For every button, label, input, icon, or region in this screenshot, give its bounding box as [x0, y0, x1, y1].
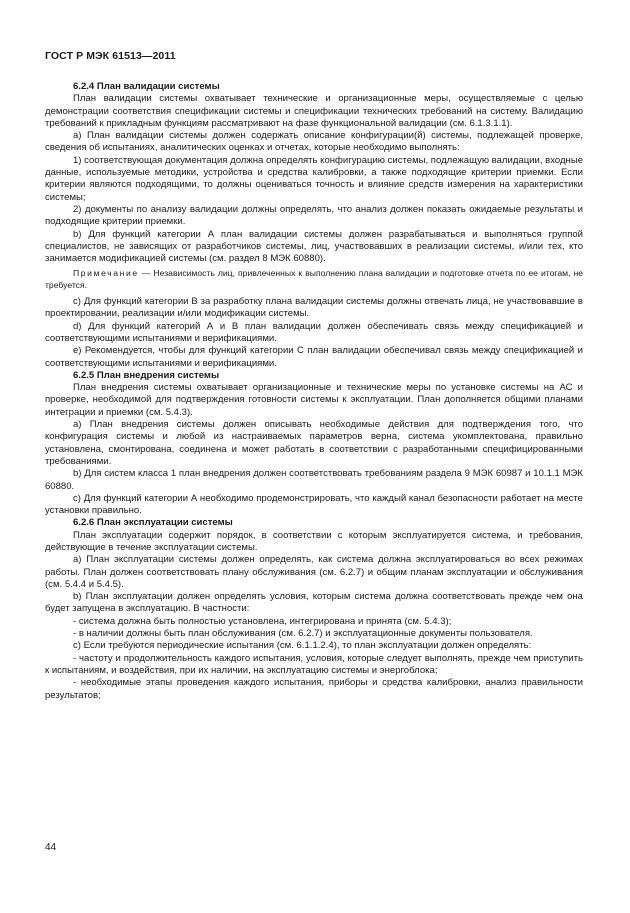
paragraph: План эксплуатации содержит порядок, в соответствии с которым эксплуатируется система, и требования, действующие в течение эксплуатации системы. — [45, 529, 583, 553]
paragraph: d) Для функций категорий А и В план валидации должен обеспечивать связь между спецификацией и соответствующими испытаниями и верификациями. — [45, 320, 583, 344]
list-item: - необходимые этапы проведения каждого испытания, приборы и средства калибровки, анализ правильности результатов; — [45, 677, 583, 701]
standard-header: ГОСТ Р МЭК 61513—2011 — [45, 50, 176, 62]
page-content — [45, 81, 583, 702]
section-6-2-6-heading: 6.2.6 План эксплуатации системы — [73, 517, 233, 529]
paragraph: e) Рекомендуется, чтобы для функций категории С план валидации обеспечивал связь между спецификацией и соответствующими испытаниями и верификациями. — [45, 345, 583, 369]
paragraph: План внедрения системы охватывает организационные и технические меры по установке системы на АС и проверке, необходимой для подтверждения готовности системы к эксплуатации. План дополняется общими планами интеграции и приемки (см. 5.4.3). — [45, 382, 583, 418]
paragraph: 1) соответствующая документация должна определять конфигурацию системы, подлежащую валидации, входные данные, используемые методики, устройства и средства калибровки, а также подходящие критерии приемки. Если критерии являются подходящими, то должны оцениваться точность и влияние средств измерения на характеристики системы; — [45, 154, 584, 203]
paragraph: c) Для функций категории В за разработку плана валидации системы должны отвечать лица, не участвовавшие в проектировании, реализации и/или модификации системы. — [45, 296, 583, 320]
paragraph: b) План эксплуатации должен определять условия, которым система должна соответствовать прежде чем она будет запущена в эксплуатацию. В частности: — [45, 591, 583, 615]
list-item: - частоту и продолжительность каждого испытания, условия, которые следует выполнять, прежде чем приступить к испытаниям, и воздействия, при их наличии, на эксплуатацию системы и энергоблока; — [45, 652, 583, 676]
paragraph: b) Для функций категории А план валидации системы должен разрабатываться и выполняться группой специалистов, не зависящих от разработчиков системы, лиц, участвовавших в реализации системы, и/или тех, кто занимается модификацией системы (см. раздел 8 МЭК 60880). — [45, 228, 583, 265]
paragraph: c) Если требуются периодические испытания (см. 6.1.1.2.4), то план эксплуатации должен определять: — [73, 640, 532, 652]
paragraph: а) План эксплуатации системы должен определять, как система должна эксплуатироваться во всех режимах работы. План должен соответствовать плану обслуживания (см. 6.2.7) и общим планам эксплуатации и обслуживания (см. 5.4.4 и 5.4.5). — [45, 554, 583, 590]
section-6-2-4-heading: 6.2.4 План валидации системы — [73, 81, 220, 92]
page-number: 44 — [45, 842, 57, 853]
paragraph: c) Для функций категории А необходимо продемонстрировать, что каждый канал безопасности работает на месте установки правильно. — [45, 492, 583, 517]
paragraph: а) План валидации системы должен содержать описание конфигурации(й) системы, подлежащей проверке, сведения об испытаниях, аналитических оценках и отчетах, которые необходимо выполнять: — [45, 130, 583, 154]
list-item: - в наличии должны быть план обслуживания (см. 6.2.7) и эксплуатационные документы пользователя. — [73, 628, 533, 640]
list-item: - система должна быть полностью установлена, интегрирована и принята (см. 5.4.3); — [73, 615, 452, 627]
paragraph: 2) документы по анализу валидации должны определять, что анализ должен показать ожидаемые результаты и подходящие критерии приемки. — [45, 203, 583, 228]
note — [45, 268, 583, 292]
paragraph: а) План внедрения системы должен описывать необходимые действия для подтверждения того, что конфигурация системы и любой из настраиваемых параметров верна, система укомплектована, правильно установлена, смонтирована, соединена и может работать в соответствии с разработанными специфицированными требованиями. — [45, 419, 583, 467]
note-label: Примечание — [73, 268, 139, 279]
note-text: — Независимость лиц, привлеченных к выполнению плана валидации и подготовке отчета по ее итогам, не требуется. — [45, 268, 583, 291]
section-6-2-5-heading: 6.2.5 План внедрения системы — [73, 369, 220, 381]
paragraph: План валидации системы охватывает технические и организационные меры, осуществляемые с целью демонстрации соответствия спецификации системы и спецификации технических требований на систему. Валидацию требований к прикладным функциям рассматривают на фазе функциональной валидации (см. 6.1.3.1.1). — [45, 93, 583, 129]
paragraph: b) Для систем класса 1 план внедрения должен соответствовать требованиям раздела 9 МЭК 60987 и 10.1.1 МЭК 60880. — [45, 468, 583, 492]
